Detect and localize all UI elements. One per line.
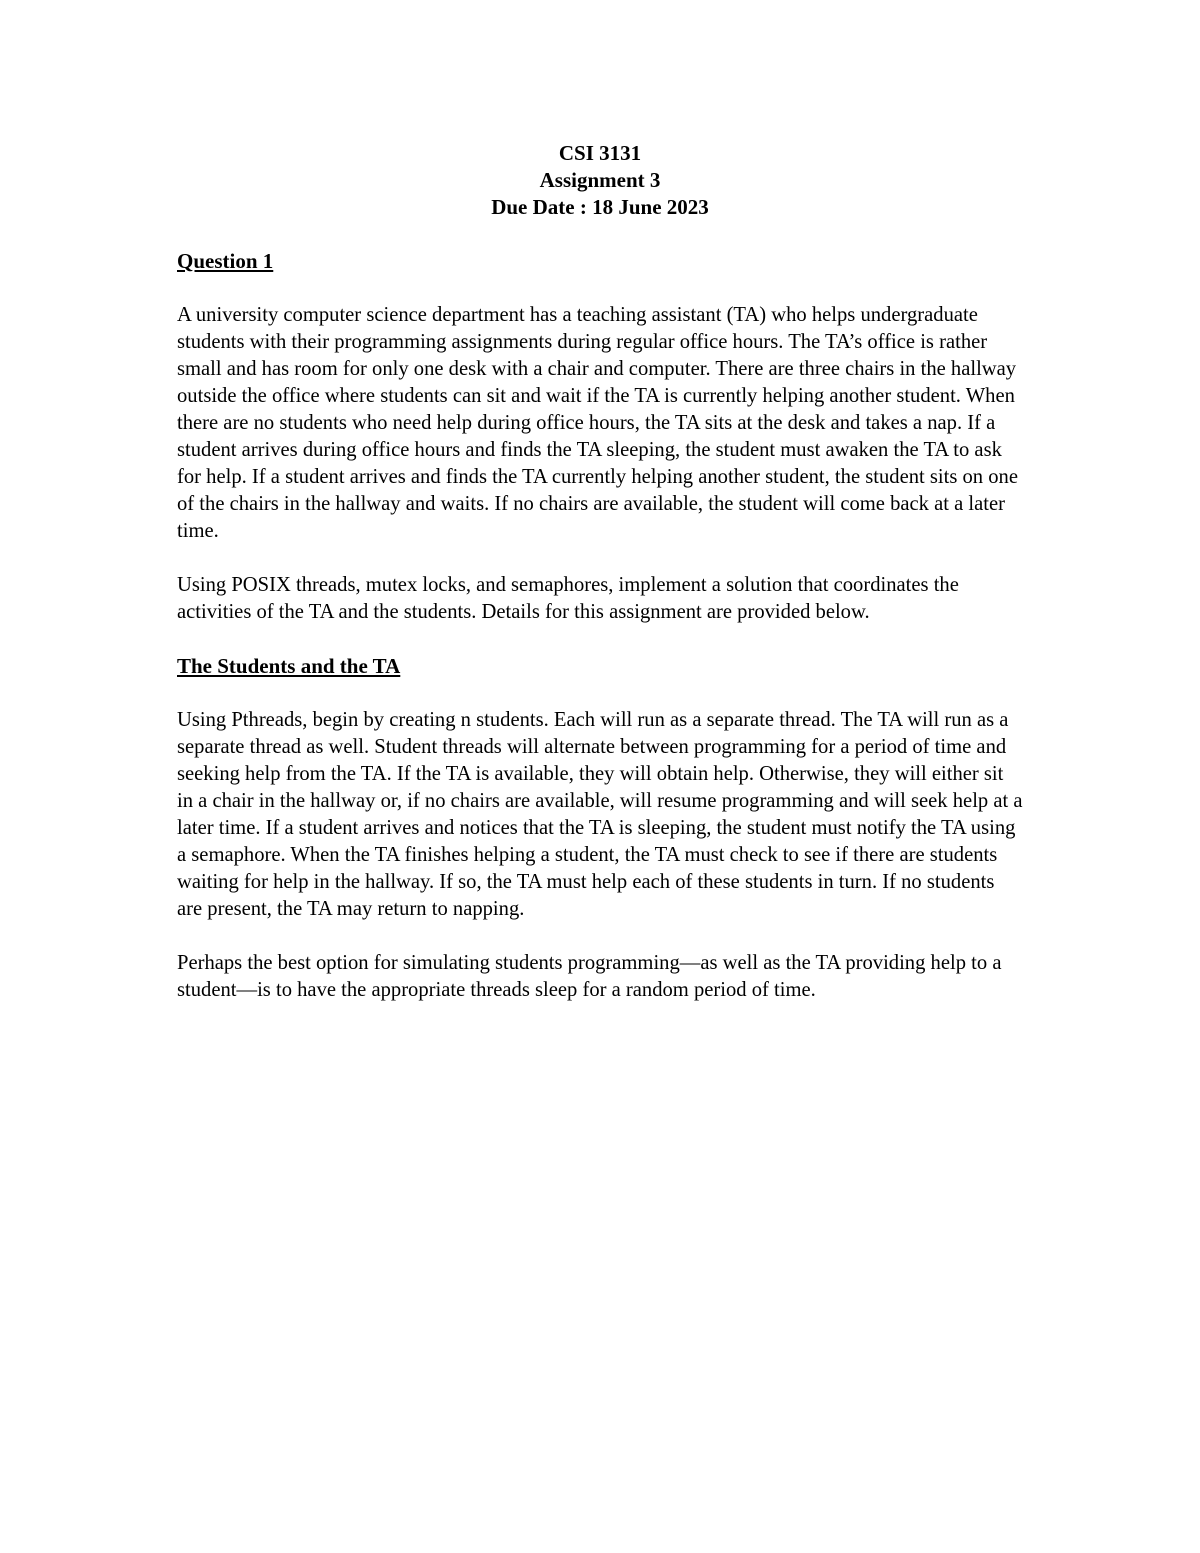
spacer — [177, 275, 1023, 302]
document-page — [177, 140, 1023, 1004]
students-ta-paragraph-1: Using Pthreads, begin by creating n students. Each will run as a separate thread. The TA will run as a separate thread as well. Student threads will alternate between programming for a period of time and seeking help from the TA. If the TA is available, they will obtain help. Otherwise, they will either sit in a chair in the hallway or, if no chairs are available, will resume programming and will seek help at a later time. If a student arrives and notices that the TA is sleeping, the student must notify the TA using a semaphore. When the TA finishes helping a student, the TA must check to see if there are students waiting for help in the hallway. If so, the TA must help each of these students in turn. If no students are present, the TA may return to napping. — [177, 709, 1023, 920]
course-code: CSI 3131 — [558, 141, 642, 165]
question-1-paragraph-2: Using POSIX threads, mutex locks, and semaphores, implement a solution that coordinates the activities of the TA and the students. Details for this assignment are provided below. — [177, 574, 959, 623]
document-header — [177, 140, 1023, 221]
spacer — [177, 680, 1023, 707]
question-1-paragraph-1: A university computer science department has a teaching assistant (TA) who helps undergraduate students with their programming assignments during regular office hours. The TA’s office is rather small and has room for only one desk with a chair and computer. There are three chairs in the hallway outside the office where students can sit and wait if the TA is currently helping another student. When there are no students who need help during office hours, the TA sits at the desk and takes a nap. If a student arrives during office hours and finds the TA sleeping, the student must awaken the TA to ask for help. If a student arrives and finds the TA currently helping another student, the student sits on one of the chairs in the hallway and waits. If no chairs are available, the student will come back at a later time. — [177, 304, 1018, 542]
spacer — [177, 545, 1023, 572]
due-date: Due Date : 18 June 2023 — [491, 195, 709, 219]
students-ta-paragraph-2: Perhaps the best option for simulating students programming—as well as the TA providing help to a student—is to have the appropriate threads sleep for a random period of time. — [177, 952, 1002, 1001]
question-1-heading: Question 1 — [177, 249, 274, 273]
spacer — [177, 923, 1023, 950]
assignment-title: Assignment 3 — [539, 168, 661, 192]
spacer — [177, 626, 1023, 653]
students-ta-heading: The Students and the TA — [177, 654, 401, 678]
